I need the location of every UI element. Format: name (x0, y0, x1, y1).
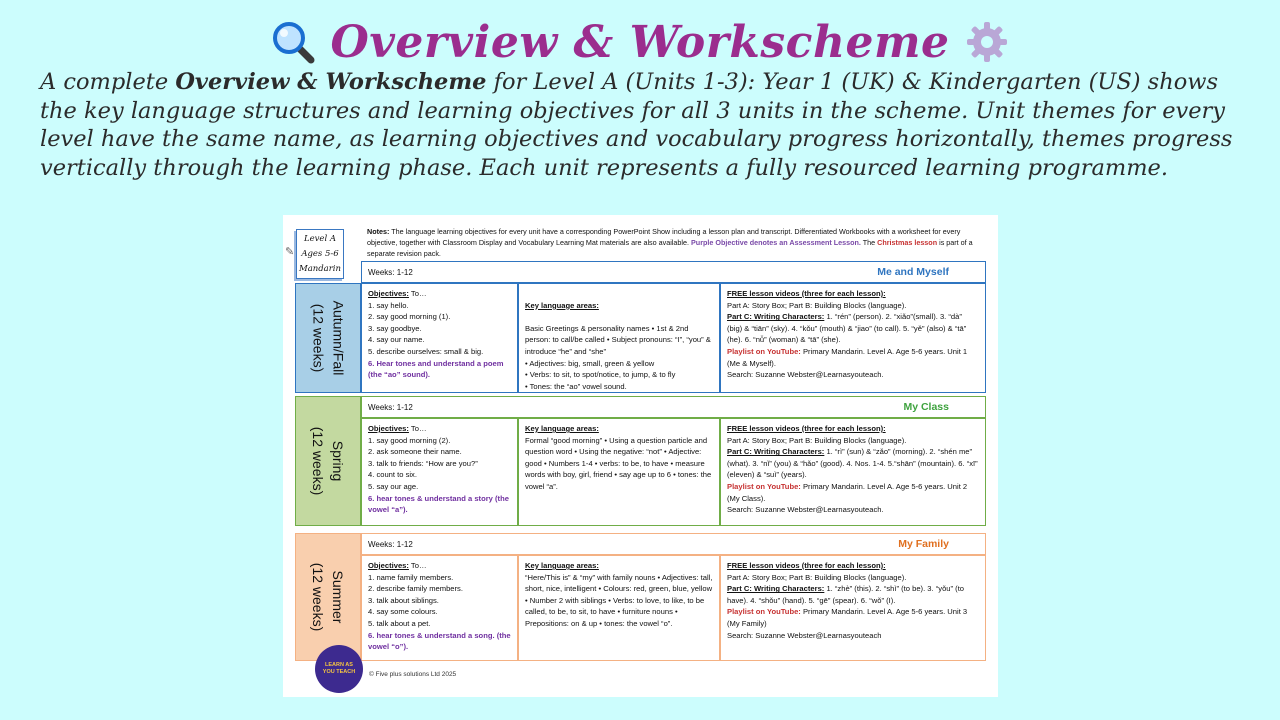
term-spring: Spring (12 weeks) (295, 396, 361, 526)
videos-column: FREE lesson videos (three for each lesson): Part A: Story Box; Part B: Building Blocks (language). Part C: Writing Characters: 1. “rì” (sun) & “zǎo” (morning). 2. “shén me” (what). 3. “nǐ” (you) & “hǎo” (good). 4. Nos. 1-4. 5.“shān” (mountain). 6. “xī” (eleven) & “suì” (years). Playlist on YouTube: Primary Mandarin. Level A. Age 5-6 years. Unit 2 (My Class). Search: Suzanne Webster@Learnasyouteach. (720, 418, 986, 526)
unit-header: Weeks: 1-12 Me and Myself (361, 261, 986, 283)
unit-me-and-myself (361, 261, 986, 393)
objectives-column: Objectives: To… 1. name family members. 2. describe family members. 3. talk about siblings. 4. say some colours. 5. talk about a pet. 6. hear tones & understand a song. (the vowel “o”). (361, 555, 518, 661)
objectives-column: Objectives: To… 1. say hello. 2. say good morning (1). 3. say goodbye. 4. say our name. 5. describe ourselves: small & big. 6. Hear tones and understand a poem (the “ao” sound). (361, 283, 518, 393)
unit-header: Weeks: 1-12 My Class (361, 396, 986, 418)
unit-my-family (361, 533, 986, 661)
learn-as-you-teach-logo: LEARN AS YOU TEACH (315, 645, 363, 693)
key-language-column: Key language areas: “Here/This is” & “my” with family nouns • Adjectives: tall, short, nice, intelligent • Colours: red, green, blue, yellow • Number 2 with siblings • Verbs: to love, to like, to be called, to be, to sit, to have • furniture nouns • Prepositions: on & up • tones: the vowel “o”. (518, 555, 720, 661)
intro-bold: Overview & Workscheme (175, 69, 487, 95)
videos-column: FREE lesson videos (three for each lesson): Part A: Story Box; Part B: Building Blocks (language). Part C: Writing Characters: 1. “zhè” (this). 2. “shì” (to be). 3. “yǒu” (to have). 4. “shǒu” (hand). 5. “gē” (spear). 6. “wǒ” (I). Playlist on YouTube: Primary Mandarin. Level A. Age 5-6 years. Unit 3 (My Family) Search: Suzanne Webster@Learnasyouteach (720, 555, 986, 661)
gear-icon (964, 19, 1010, 65)
intro-paragraph: A complete Overview & Workscheme for Level A (Units 1-3): Year 1 (UK) & Kindergarten (US) shows the key language structures and learning objectives for all 3 units in the scheme. Unit themes for every level have the same name, as learning objectives and vocabulary progress horizontally, themes progress vertically through the learning phase. Each unit represents a fully resourced learning programme. (40, 69, 1233, 181)
term-autumn: Autumn/Fall (12 weeks) (295, 283, 361, 393)
unit-my-class (361, 396, 986, 526)
workscheme-document (283, 215, 998, 697)
page-title: Overview & Workscheme (330, 16, 950, 68)
level-box: Level A Ages 5-6 Mandarin (296, 229, 344, 279)
magnifier-icon (270, 19, 316, 65)
pencil-icon: ✎ (285, 246, 295, 258)
title-row (0, 14, 1280, 70)
copyright: © Five plus solutions Ltd 2025 (369, 671, 457, 678)
videos-column: FREE lesson videos (three for each lesson): Part A: Story Box; Part B: Building Blocks (language). Part C: Writing Characters: 1. “rén” (person). 2. “xiǎo”(small). 3. “dà” (big) & “tiān” (sky). 4. “kǒu” (mouth) & “jiao” (to call). 5. “yě” (also) & “tā” (he). 6. “nǚ” (woman) & “tā” (she). Playlist on YouTube: Primary Mandarin. Level A. Age 5-6 years. Unit 1 (Me & Myself). Search: Suzanne Webster@Learnasyouteach. (720, 283, 986, 393)
key-language-column: Key language areas: Formal “good morning” • Using a question particle and question word • Using the negative: “not” • Adjective: good • Numbers 1-4 • verbs: to be, to have • measure words with boy, girl, friend • say age up to 6 • tones: the vowel “a”. (518, 418, 720, 526)
term-summer: Summer (12 weeks) (295, 533, 361, 661)
unit-header: Weeks: 1-12 My Family (361, 533, 986, 555)
objectives-column: Objectives: To… 1. say good morning (2). 2. ask someone their name. 3. talk to friends: “How are you?” 4. count to six. 5. say our age. 6. hear tones & understand a story (the vowel “a”). (361, 418, 518, 526)
notes: Notes: The language learning objectives for every unit have a corresponding PowerPoint Show including a lesson plan and transcript. Differentiated Workbooks with a worksheet for every objective, together with Classroom Display and Vocabulary Learning Mat materials are also available. Purple Objective denotes an Assessment Lesson. The Christmas lesson is part of a separate revision pack. (367, 227, 973, 258)
key-language-column: Key language areas: Basic Greetings & personality names • 1st & 2nd person: to call/be called • Subject pronouns: “I”, “you” & introduce “he” and “she” • Adjectives: big, small, green & yellow • Verbs: to sit, to spot/notice, to jump, & to fly • Tones: the “ao” vowel sound. (518, 283, 720, 393)
